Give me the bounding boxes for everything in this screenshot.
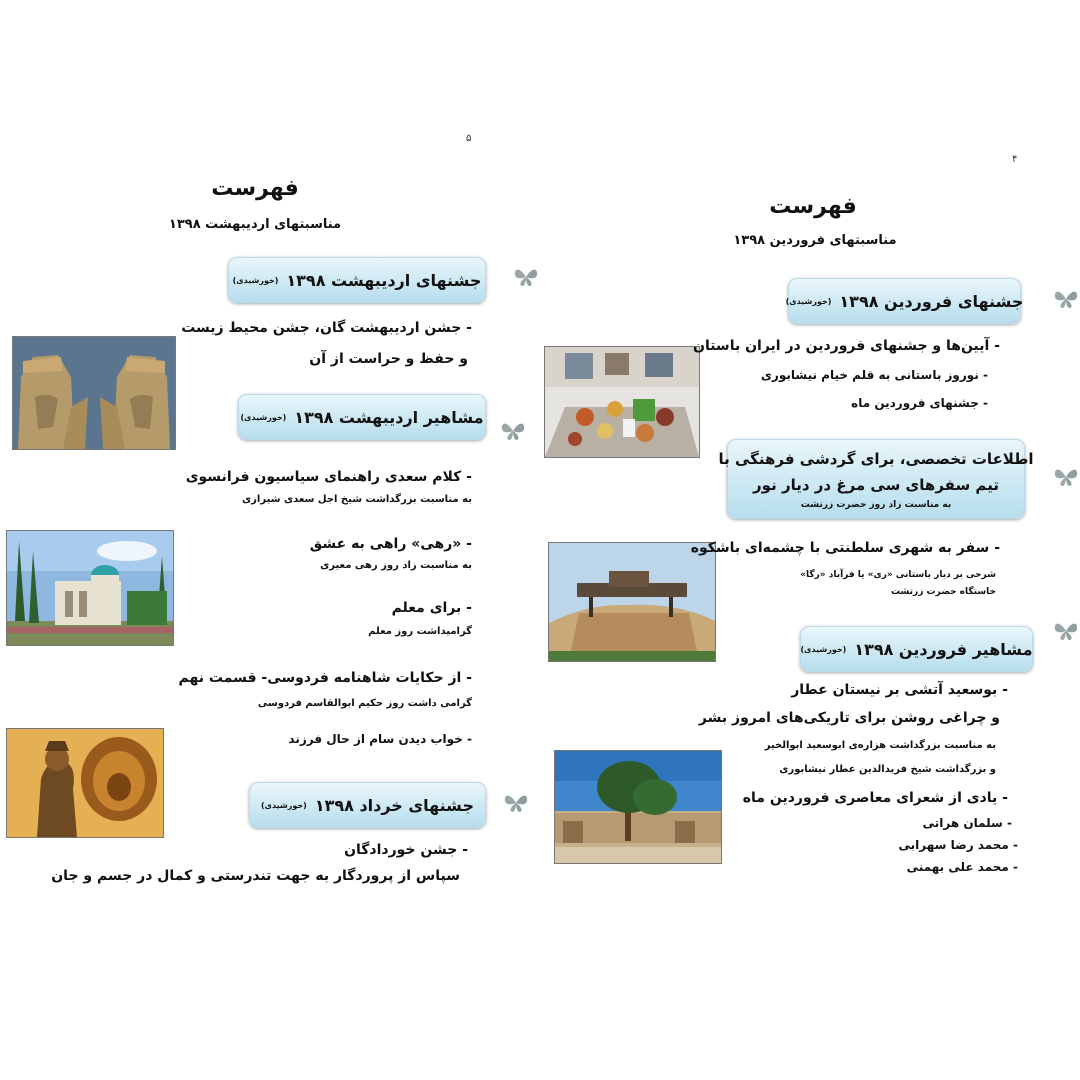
list-item: - جشنهای فروردین ماه — [851, 396, 988, 410]
list-item: سپاس از پروردگار به جهت تندرستی و کمال در جسم و جان — [51, 868, 460, 884]
page-subtitle: مناسبتهای اردیبهشت ۱۳۹۸ — [168, 217, 342, 232]
list-item: - نوروز باستانی به قلم خیام نیشابوری — [760, 368, 988, 382]
list-item: - محمد رضا سهرابی — [898, 838, 1018, 852]
list-item: و حفظ و حراست از آن — [309, 351, 468, 367]
saadi-tomb-image — [6, 530, 174, 646]
heading-tag: (خورشیدی) — [800, 644, 847, 654]
section-heading-khordad-festivals — [249, 782, 486, 828]
list-item-note: گرامیداشت روز معلم — [368, 626, 472, 637]
heading-text: جشنهای فروردین ۱۳۹۸ — [839, 291, 1024, 311]
ray-fortress-image — [548, 542, 716, 662]
list-item: - بوسعید آتشی بر نیستان عطار — [791, 682, 1008, 698]
heading-text: مشاهیر اردیبهشت ۱۳۹۸ — [294, 407, 484, 427]
right-page — [540, 0, 1080, 1080]
butterfly-icon — [499, 420, 527, 442]
heading-tag: (خورشیدی) — [261, 800, 307, 810]
heading-tag: (خورشیدی) — [785, 296, 832, 306]
butterfly-icon — [502, 792, 530, 814]
list-item: - سفر به شهری سلطنتی با چشمه‌ای باشکوه — [690, 540, 1000, 556]
section-heading-farvardin-festivals — [785, 278, 1024, 324]
list-item-note: به مناسبت بزرگداشت هزاره‌ی ابوسعید ابوالخیر — [764, 740, 996, 751]
heading-text: جشنهای خرداد ۱۳۹۸ — [314, 795, 474, 815]
section-heading-cultural-tour — [718, 439, 1034, 519]
page-title: فهرست — [211, 176, 299, 201]
list-item: - سلمان هراتی — [922, 816, 1012, 830]
section-heading-ardibehesht-notables — [238, 394, 486, 440]
section-heading-farvardin-notables — [800, 626, 1033, 672]
page-number: ۵ — [466, 133, 472, 144]
heading-tag: (خورشیدی) — [240, 412, 287, 422]
list-item: - برای معلم — [391, 600, 472, 616]
heading-text: جشنهای اردیبهشت ۱۳۹۸ — [286, 270, 482, 290]
heading-note: به مناسبت زاد روز حضرت زرتشت — [800, 500, 952, 510]
butterfly-icon — [1052, 288, 1080, 310]
heading-text-line2: تیم سفرهای سی مرغ در دیار نور — [753, 476, 999, 494]
list-item: - جشن خوردادگان — [344, 842, 468, 858]
list-item: - محمد علی بهمنی — [906, 860, 1018, 874]
list-item: - از حکایات شاهنامه فردوسی- قسمت نهم — [178, 670, 472, 686]
list-item-note: خاستگاه حضرت زرتشت — [890, 587, 996, 597]
list-item-note: گرامی داشت روز حکیم ابوالقاسم فردوسی — [257, 698, 472, 709]
zal-lion-painting-image — [6, 728, 164, 838]
list-item-note: شرحی بر دیار باستانی «ری» یا فرآباد «رگا» — [800, 570, 996, 580]
heading-tag: (خورشیدی) — [232, 275, 279, 285]
heading-text: مشاهیر فروردین ۱۳۹۸ — [854, 639, 1033, 659]
list-item: - کلام سعدی راهنمای سیاسیون فرانسوی — [185, 469, 472, 485]
page-number: ۴ — [1012, 154, 1018, 165]
heading-text-line1: اطلاعات تخصصی، برای گردشی فرهنگی با — [718, 450, 1034, 468]
list-item: - «رهی» راهی به عشق — [309, 536, 472, 552]
persepolis-relief-image — [12, 336, 176, 450]
butterfly-icon — [1052, 620, 1080, 642]
butterfly-icon — [1052, 466, 1080, 488]
list-item: و چراغی روشن برای تاریکی‌های امروز بشر — [698, 710, 1000, 726]
page-subtitle: مناسبتهای فروردین ۱۳۹۸ — [733, 233, 897, 248]
list-item-note: به مناسبت بزرگداشت شیخ اجل سعدی شیرازی — [242, 494, 472, 505]
list-item-note: به مناسبت زاد روز رهی معیری — [320, 560, 472, 571]
list-item: - یادی از شعرای معاصری فروردین ماه — [742, 790, 1008, 806]
haft-sin-table-image — [544, 346, 700, 458]
butterfly-icon — [512, 266, 540, 288]
page-title: فهرست — [769, 194, 857, 219]
attar-tomb-image — [554, 750, 722, 864]
list-item: - آیین‌ها و جشنهای فروردین در ایران باستان — [693, 338, 1000, 354]
list-item: - جشن اردیبهشت گان، جشن محیط زیست — [181, 320, 472, 336]
section-heading-ardibehesht-festivals — [228, 257, 486, 303]
list-item: - خواب دیدن سام از حال فرزند — [288, 732, 472, 746]
list-item-note: و بزرگداشت شیخ فریدالدین عطار نیشابوری — [779, 764, 996, 775]
